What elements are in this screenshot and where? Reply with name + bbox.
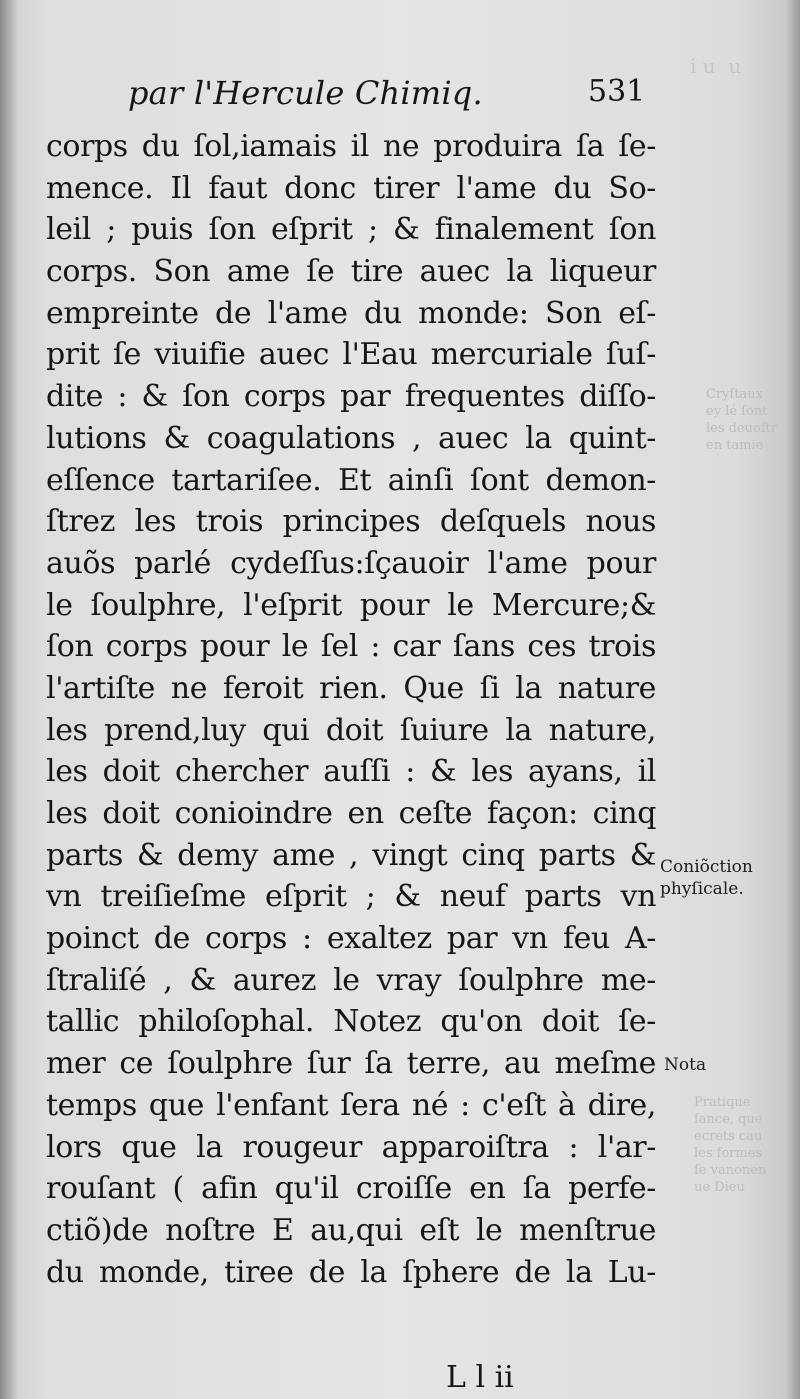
text-line: mence. Il faut donc tirer l'ame du So- [46,170,656,206]
margin-note-line: Coniõction [660,857,753,877]
text-line: empreinte de l'ame du monde: Son eſ- [46,295,656,331]
show-through-text-upper: Cryſtaux ey lé ſont les deuoſtr en tamie [706,387,778,453]
page-gutter-shadow [0,0,18,1399]
text-line: ſtraliſé , & aurez le vray ſoulphre me- [46,962,656,998]
margin-note-line: phyſicale. [660,879,744,899]
text-line: prit ſe viuifie auec l'Eau mercuriale ſuſ- [46,337,656,373]
text-line: les doit chercher auſſi : & les ayans, il [46,754,656,790]
body-text [46,126,656,1293]
show-through-text-top: i u u [690,54,742,78]
text-line: du monde, tiree de la ſphere de la Lu- [46,1254,656,1290]
text-line: parts & demy ame , vingt cinq parts & [46,837,656,873]
text-line: ſtrez les trois principes deſquels nous [46,504,656,540]
show-through-text-lower: Pratique ſance, que ecrets cau les formes ſe vanonen ue Dieu [694,1095,767,1195]
text-line: lutions & coagulations , auec la quint- [46,420,656,456]
text-line: leil ; puis ſon eſprit ; & finalement ſon [46,212,656,248]
page-edge-shadow [786,0,800,1399]
page-number: 531 [588,74,646,109]
margin-note-conjunction [660,856,753,900]
text-line: ctiõ)de noſtre E au,qui eſt le menſtrue [46,1212,656,1248]
running-head: par l'Hercule Chimiq. [128,74,483,112]
text-line: l'artiſte ne feroit rien. Que ſi la nature [46,670,656,706]
signature-mark: L l ii [446,1360,514,1395]
text-line: rouſant ( afin qu'il croiſſe en ſa perfe- [46,1171,656,1207]
text-line: eſſence tartariſee. Et ainſi ſont demon- [46,462,656,498]
text-line: dite : & ſon corps par frequentes diſſo- [46,379,656,415]
text-line: tallic philoſophal. Notez qu'on doit ſe- [46,1004,656,1040]
page-header [128,74,658,122]
text-line: corps. Son ame ſe tire auec la liqueur [46,254,656,290]
text-line: poinct de corps : exaltez par vn feu A- [46,921,656,957]
text-line: vn treiſieſme eſprit ; & neuf parts vn [46,879,656,915]
text-line: ſon corps pour le ſel : car ſans ces trois [46,629,656,665]
text-line: les prend,luy qui doit ſuiure la nature, [46,712,656,748]
margin-note-nota: Nota [664,1055,707,1075]
text-line: les doit conioindre en ceſte façon: cinq [46,796,656,831]
text-line: lors que la rougeur apparoiſtra : l'ar- [46,1129,656,1165]
text-line: mer ce ſoulphre ſur ſa terre, au meſme [46,1046,656,1082]
text-line: corps du ſol,iamais il ne produira ſa ſe- [46,129,656,164]
text-line: temps que l'enfant ſera né : c'eſt à dire, [46,1087,656,1123]
text-line: auõs parlé cydeſſus:ſçauoir l'ame pour [46,545,656,581]
text-line: le ſoulphre, l'eſprit pour le Mercure;& [46,587,656,623]
